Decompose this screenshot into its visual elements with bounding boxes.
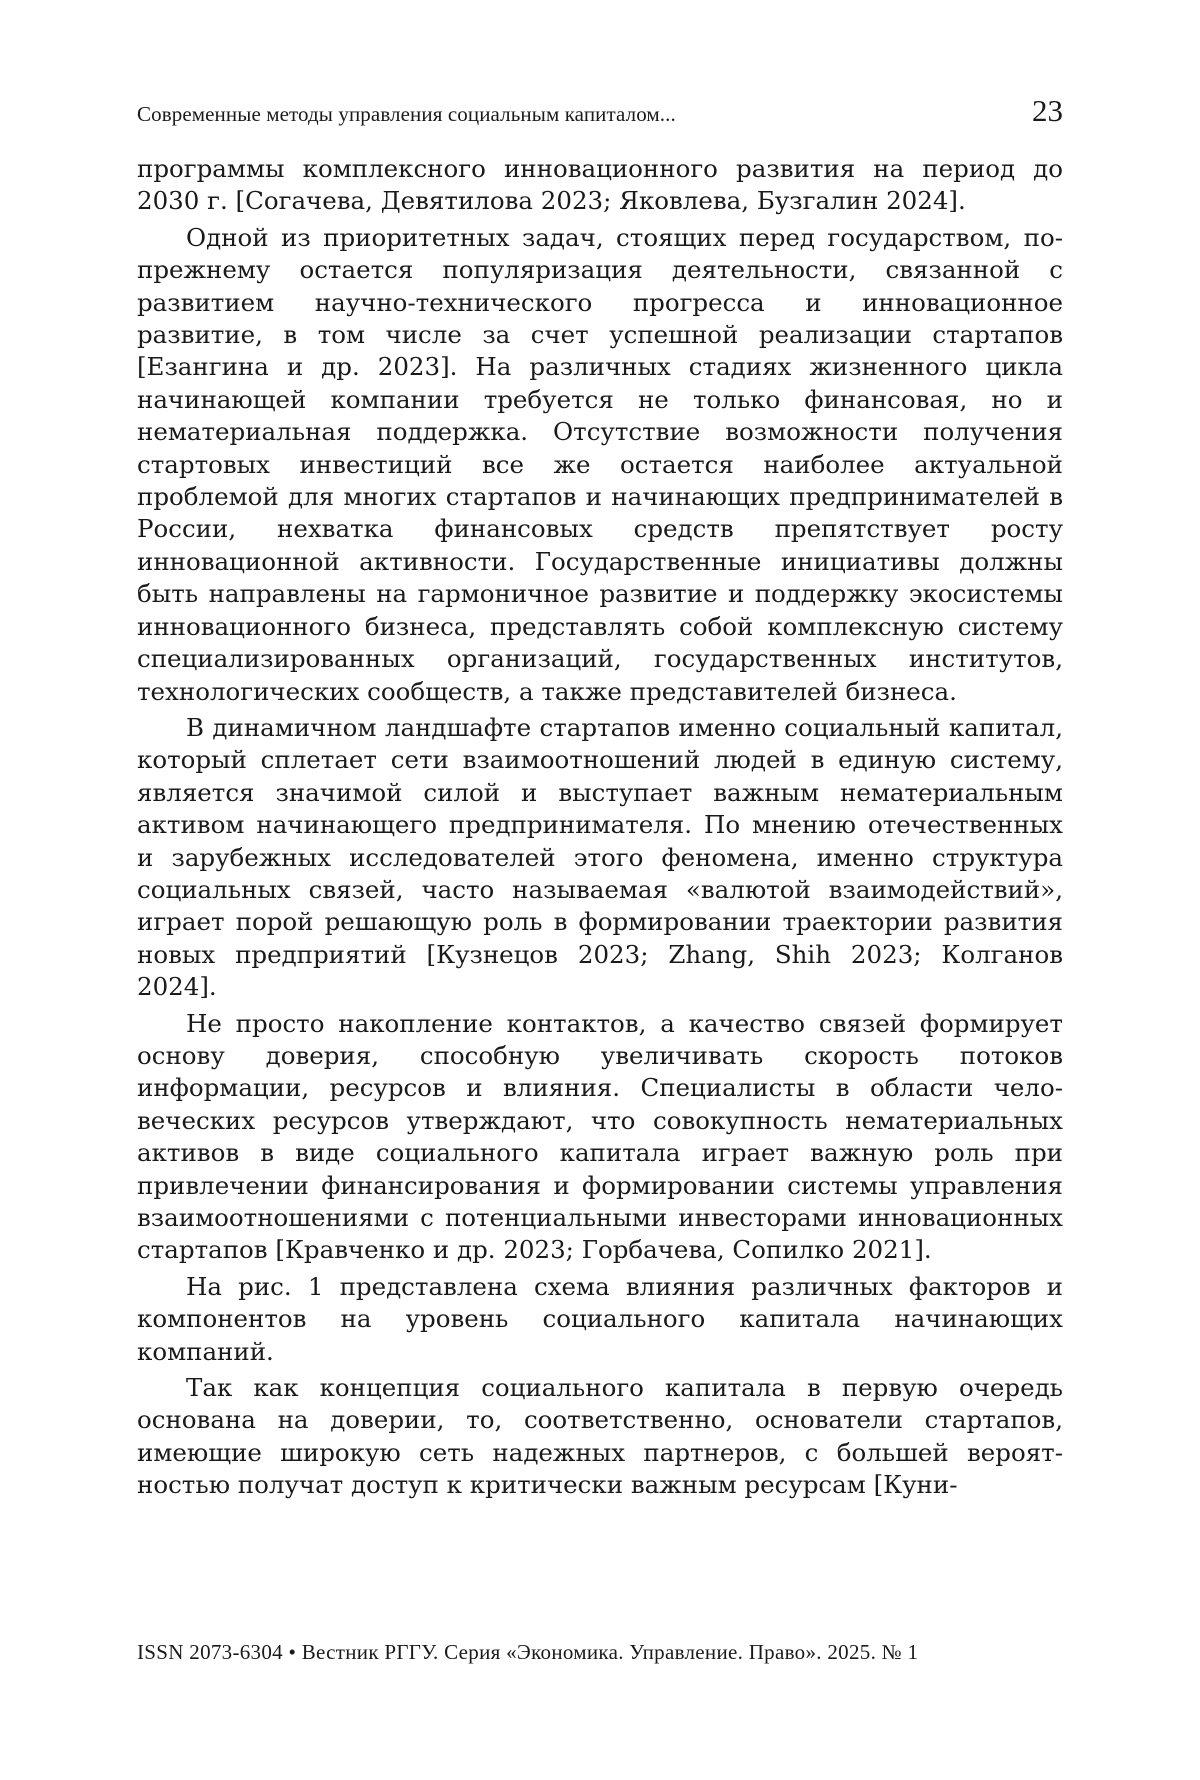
page-number: 23 (1032, 93, 1063, 128)
paragraph: Одной из приоритетных задач, стоящих перед государством, по-прежнему остается популяризация деятельности, связанной с развитием научно-технического прогресса и инновационное развитие, в том числе за счет успешной реализации стартапов [Езангина и др. 2023]. На различных стадиях жизненного цикла начинающей компании требуется не только финансовая, но и нематериальная поддержка. Отсутствие возможности получения стартовых инвестиций все же остается наиболее актуальной проблемой для многих стартапов и начинающих предпринимателей в России, нехватка финансовых средств препятствует росту инновационной активности. Государственные инициативы должны быть направлены на гармоничное развитие и поддержку экосистемы инновационного бизнеса, представлять собой комплексную систему специализированных организаций, государственных институтов, технологических сообществ, а также представителей бизнеса. (137, 222, 1063, 706)
paragraph: Не просто накопление контактов, а качество связей формирует основу доверия, способную увеличивать скорость потоков информации, ресурсов и влияния. Специалисты в области человеческих ресурсов утверждают, что совокупность нематериальных активов в виде социального капитала играет важную роль при привлечении финансирования и формировании системы управления взаимоотношениями с потенциальными инвесторами инновационных стартапов [Кравченко и др. 2023; Горбачева, Сопилко 2021]. (137, 1008, 1063, 1265)
paragraph: На рис. 1 представлена схема влияния различных факторов и компонентов на уровень социального капитала начинающих компаний. (137, 1271, 1063, 1366)
paragraph: В динамичном ландшафте стартапов именно социальный капитал, который сплетает сети взаимоотношений людей в единую систему, является значимой силой и выступает важным нематериальным активом начинающего предпринимателя. По мнению отечественных и зарубежных исследователей этого феномена, именно структура социальных связей, часто называемая «валютой взаимодействий», играет порой решающую роль в формировании траектории развития новых предприятий [Кузнецов 2023; Zhang, Shih 2023; Колганов 2024]. (137, 712, 1063, 1002)
body-text (137, 153, 1063, 1506)
journal-footer: ISSN 2073-6304 • Вестник РГГУ. Серия «Экономика. Управление. Право». 2025. № 1 (137, 1640, 919, 1664)
running-header (137, 93, 1063, 133)
paragraph: Так как концепция социального капитала в первую очередь основана на доверии, то, соответственно, основатели стартапов, имеющие широкую сеть надежных партнеров, с большей вероятностью получат доступ к критически важным ресурсам [Куни- (137, 1373, 1063, 1500)
paragraph-continuation: программы комплексного инновационного развития на период до 2030 г. [Согачева, Девятилова 2023; Яковлева, Бузгалин 2024]. (137, 154, 1063, 216)
running-title: Современные методы управления социальным капиталом... (137, 102, 676, 126)
